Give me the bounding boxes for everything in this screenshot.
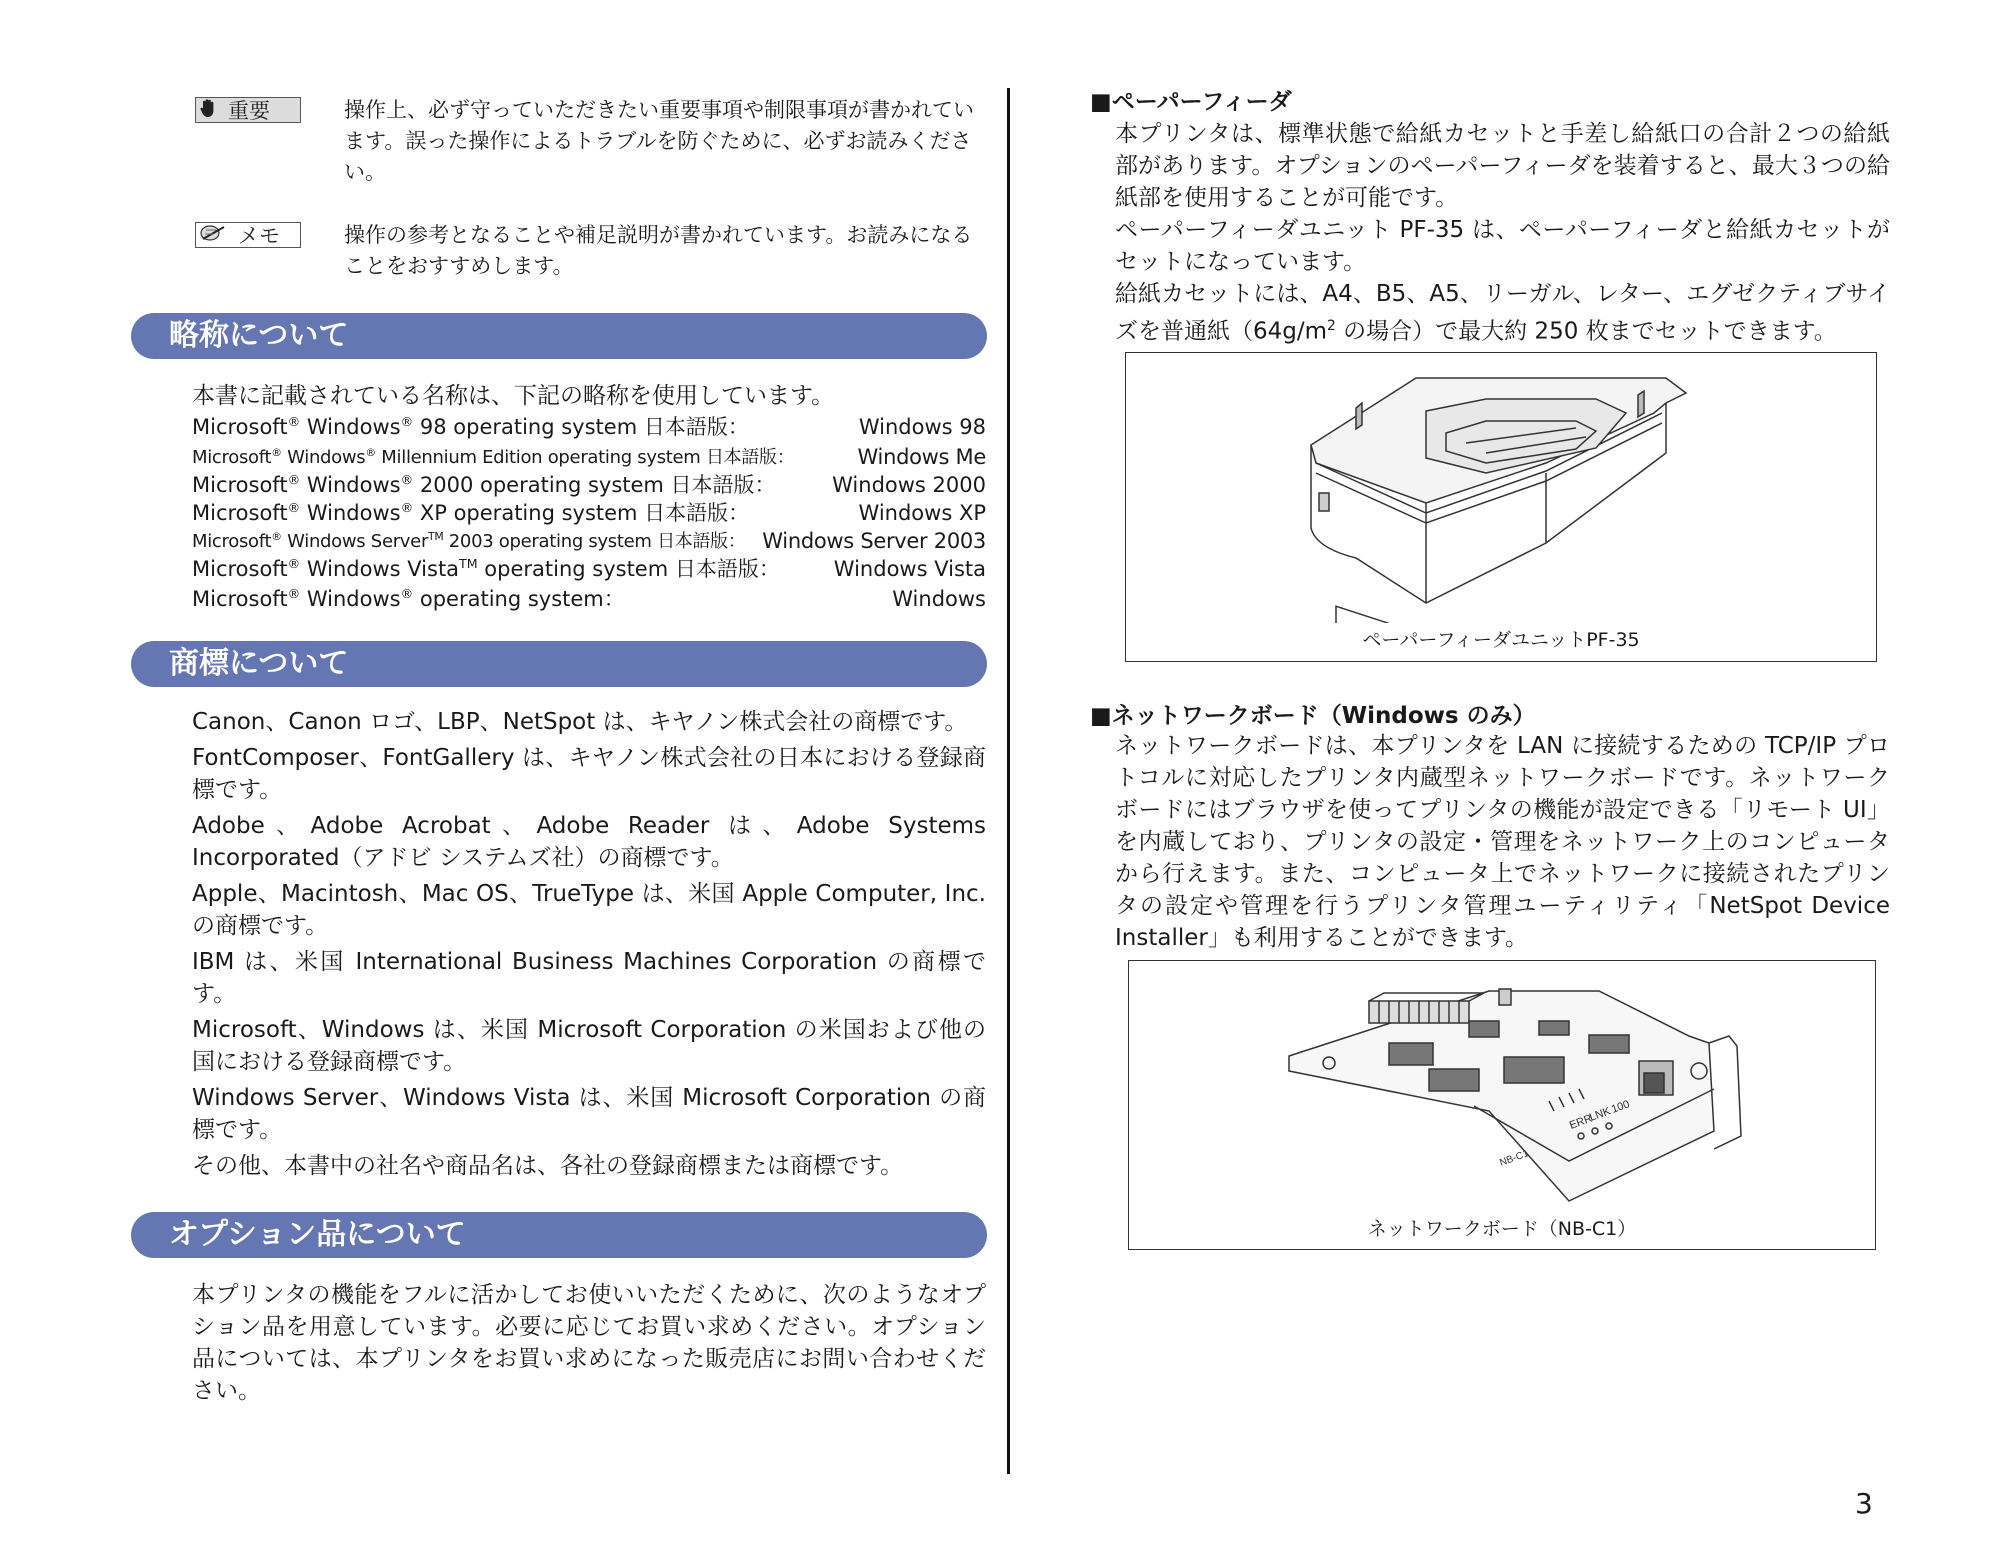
memo-note-badge xyxy=(195,222,301,248)
trademark-paragraph-5: IBM は、米国 International Business Machines Corporation の商標です。 xyxy=(192,949,986,1007)
board-label-speed: 100 xyxy=(1609,1098,1632,1116)
options-heading: オプション品について xyxy=(131,1212,987,1258)
network-board-figure xyxy=(1128,960,1876,1250)
abbr-short-1: Windows 98 xyxy=(858,415,986,439)
abbreviations-heading: 略称について xyxy=(131,313,987,359)
important-note-badge xyxy=(195,97,301,123)
abbr-short-4: Windows XP xyxy=(858,501,986,525)
trademarks-heading: 商標について xyxy=(131,641,987,687)
abbr-row-1: Microsoft® Windows® 98 operating system 日本語版： Windows 98 xyxy=(192,413,986,442)
paper-feeder-caption: ペーパーフィーダユニットPF-35 xyxy=(1362,629,1640,651)
hand-icon xyxy=(200,98,218,123)
paper-feeder-heading: ■ペーパーフィーダ xyxy=(1090,89,1292,115)
paper-feeder-figure xyxy=(1125,352,1877,662)
trademark-paragraph-1: Canon、Canon ロゴ、LBP、NetSpot は、キヤノン株式会社の商標です。 xyxy=(192,709,968,735)
abbr-short-5: Windows Server 2003 xyxy=(762,529,986,553)
column-divider xyxy=(1007,88,1010,1474)
trademark-paragraph-8: その他、本書中の社名や商品名は、各社の登録商標または商標です。 xyxy=(192,1153,904,1179)
abbr-row-2: Microsoft® Windows® Millennium Edition operating system 日本語版： Windows Me xyxy=(192,443,986,472)
abbr-short-3: Windows 2000 xyxy=(832,473,986,497)
abbr-row-5: Microsoft® Windows Server™ 2003 operating system 日本語版： Windows Server 2003 xyxy=(192,527,986,556)
paper-feeder-p2: ペーパーフィーダユニット PF-35 は、ペーパーフィーダと給紙カセットがセットになっています。 xyxy=(1115,217,1890,275)
page-number: 3 xyxy=(1855,1487,1873,1520)
board-label-model: NB-C1 xyxy=(1498,1148,1531,1169)
pencil-icon xyxy=(200,223,228,247)
abbr-row-6: Microsoft® Windows Vista™ operating system 日本語版： Windows Vista xyxy=(192,555,986,584)
board-label-err: ERR xyxy=(1567,1112,1594,1132)
paper-feeder-illustration xyxy=(1126,353,1878,623)
paper-feeder-p3: 給紙カセットには、A4、B5、A5、リーガル、レター、エグゼクティブサイズを普通紙（$64g/m^2$ の場合）で最大約 250 枚までセットできます。 xyxy=(1115,281,1890,345)
abbreviations-intro: 本書に記載されている名称は、下記の略称を使用しています。 xyxy=(192,383,835,409)
network-board-caption: ネットワークボード（NB-C1） xyxy=(1367,1218,1637,1240)
network-board-text: ネットワークボードは、本プリンタを LAN に接続するための TCP/IP プロトコルに対応したプリンタ内蔵型ネットワークボードです。ネットワークボードにはブラウザを使ってプリンタの機能が設定できる「リモート UI」を内蔵しており、プリンタの設定・管理をネットワーク上のコンピュータから行えます。また、コンピュータ上でネットワークに接続されたプリンタの設定や管理を行うプリンタ管理ユーティリティ「NetSpot Device Installer」も利用することができます。 xyxy=(1115,733,1890,951)
trademark-paragraph-4: Apple、Macintosh、Mac OS、TrueType は、米国 Apple Computer, Inc. の商標です。 xyxy=(192,881,986,939)
abbr-row-7: Microsoft® Windows® operating system： Windows xyxy=(192,585,986,614)
abbr-short-6: Windows Vista xyxy=(833,557,986,581)
board-label-lnk: LNK xyxy=(1587,1105,1613,1124)
abbr-row-4: Microsoft® Windows® XP operating system 日本語版： Windows XP xyxy=(192,499,986,528)
options-text: 本プリンタの機能をフルに活かしてお使いいただくために、次のようなオプション品を用意しています。必要に応じてお買い求めください。オプション品については、本プリンタをお買い求めになった販売店にお問い合わせください。 xyxy=(192,1282,986,1404)
trademark-paragraph-2: FontComposer、FontGallery は、キヤノン株式会社の日本における登録商標です。 xyxy=(192,745,986,803)
important-label: 重要 xyxy=(228,99,270,123)
network-board-heading: ■ネットワークボード（Windows のみ） xyxy=(1090,703,1536,729)
trademark-paragraph-6: Microsoft、Windows は、米国 Microsoft Corporation の米国および他の国における登録商標です。 xyxy=(192,1017,986,1075)
paper-feeder-p1: 本プリンタは、標準状態で給紙カセットと手差し給紙口の合計２つの給紙部があります。オプションのペーパーフィーダを装着すると、最大３つの給紙部を使用することが可能です。 xyxy=(1115,121,1890,211)
abbr-row-3: Microsoft® Windows® 2000 operating system 日本語版： Windows 2000 xyxy=(192,471,986,500)
memo-note-text: 操作の参考となることや補足説明が書かれています。お読みになることをおすすめします。 xyxy=(344,223,973,278)
abbr-short-7: Windows xyxy=(892,587,986,611)
trademark-paragraph-7: Windows Server、Windows Vista は、米国 Microsoft Corporation の商標です。 xyxy=(192,1085,986,1143)
abbr-short-2: Windows Me xyxy=(857,445,986,469)
important-note-text: 操作上、必ず守っていただきたい重要事項や制限事項が書かれています。誤った操作によるトラブルを防ぐために、必ずお読みください。 xyxy=(344,98,974,184)
memo-label: メモ xyxy=(238,224,280,248)
network-board-illustration xyxy=(1129,961,1877,1211)
trademark-paragraph-3: Adobe、Adobe Acrobat、Adobe Reader は、Adobe Systems Incorporated（アドビ システムズ社）の商標です。 xyxy=(192,813,986,871)
